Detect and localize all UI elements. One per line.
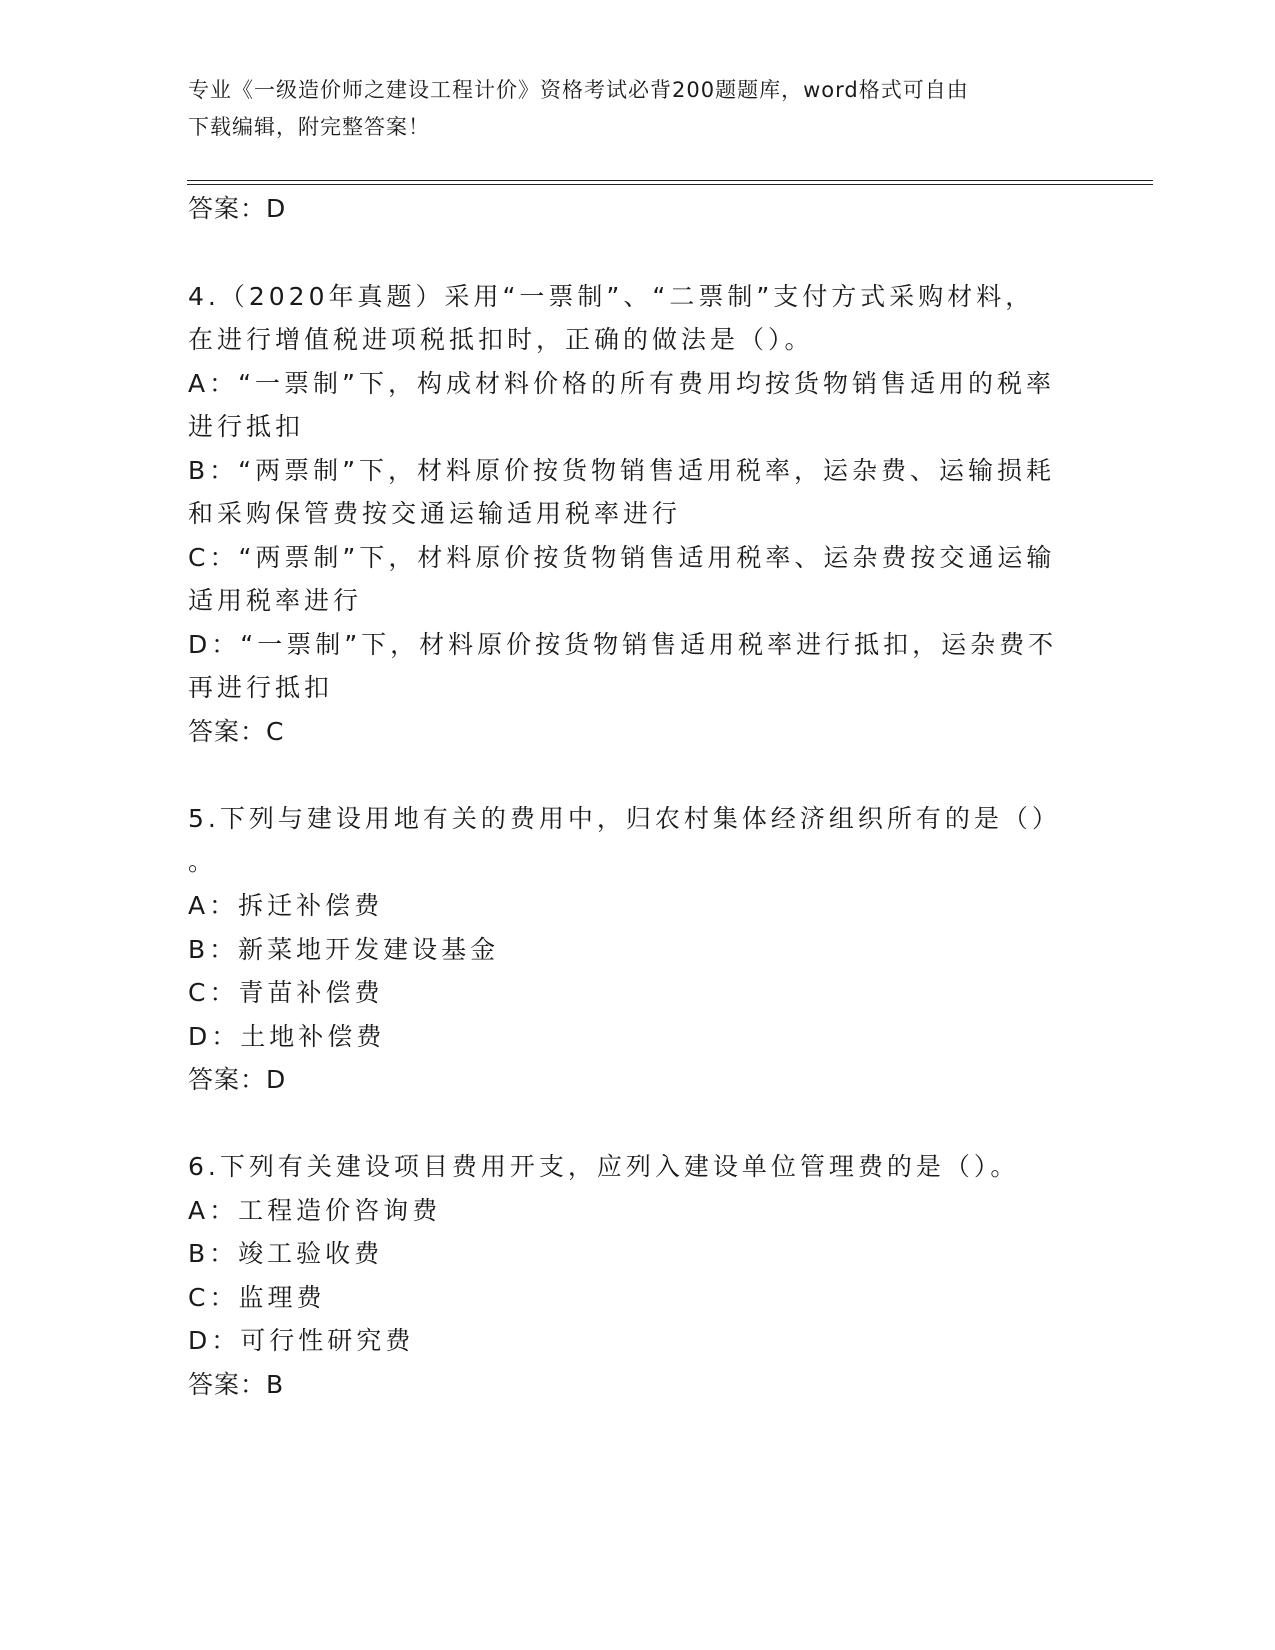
q4-option-b-line-1: B：“两票制”下，材料原价按货物销售适用税率，运杂费、运输损耗 (188, 456, 1056, 485)
header-line-2: 下载编辑，附完整答案！ (188, 115, 430, 139)
q6-option-a: A：工程造价咨询费 (188, 1196, 442, 1225)
q6-option-b: B：竣工验收费 (188, 1239, 384, 1268)
q4-option-d-line-1: D：“一票制”下，材料原价按货物销售适用税率进行抵扣，运杂费不 (188, 630, 1058, 659)
q4-stem-line-2: 在进行增值税进项税抵扣时，正确的做法是（）。 (188, 325, 814, 354)
q5-option-a: A：拆迁补偿费 (188, 891, 384, 920)
answer-previous: 答案：D (188, 194, 287, 223)
q4-option-a-line-2: 进行抵扣 (188, 412, 305, 441)
q6-option-c: C：监理费 (188, 1283, 326, 1312)
q4-option-c-line-1: C：“两票制”下，材料原价按货物销售适用税率、运杂费按交通运输 (188, 543, 1056, 572)
header-divider-bottom (187, 184, 1153, 185)
q4-answer: 答案：C (188, 717, 285, 746)
q4-stem-line-1: 4.（2020年真题）采用“一票制”、“二票制”支付方式采购材料， (188, 282, 1035, 311)
q5-option-b: B：新菜地开发建设基金 (188, 935, 500, 964)
q6-stem-line-1: 6.下列有关建设项目费用开支，应列入建设单位管理费的是（）。 (188, 1152, 1020, 1181)
q4-option-b-line-2: 和采购保管费按交通运输适用税率进行 (188, 499, 682, 528)
q5-stem-line-2: 。 (188, 847, 218, 876)
q5-stem-line-1: 5.下列与建设用地有关的费用中，归农村集体经济组织所有的是（） (188, 804, 1061, 833)
q6-answer: 答案：B (188, 1370, 285, 1399)
header-line-1: 专业《一级造价师之建设工程计价》资格考试必背200题题库，word格式可自由 (188, 78, 969, 102)
q4-option-a-line-1: A：“一票制”下，构成材料价格的所有费用均按货物销售适用的税率 (188, 369, 1056, 398)
q5-option-d: D：土地补偿费 (188, 1022, 386, 1051)
q5-answer: 答案：D (188, 1065, 287, 1094)
q4-option-d-line-2: 再进行抵扣 (188, 673, 334, 702)
header-divider-top (187, 180, 1153, 181)
q4-option-c-line-2: 适用税率进行 (188, 586, 363, 615)
q6-option-d: D：可行性研究费 (188, 1326, 415, 1355)
document-header (188, 72, 1068, 146)
q5-option-c: C：青苗补偿费 (188, 978, 384, 1007)
